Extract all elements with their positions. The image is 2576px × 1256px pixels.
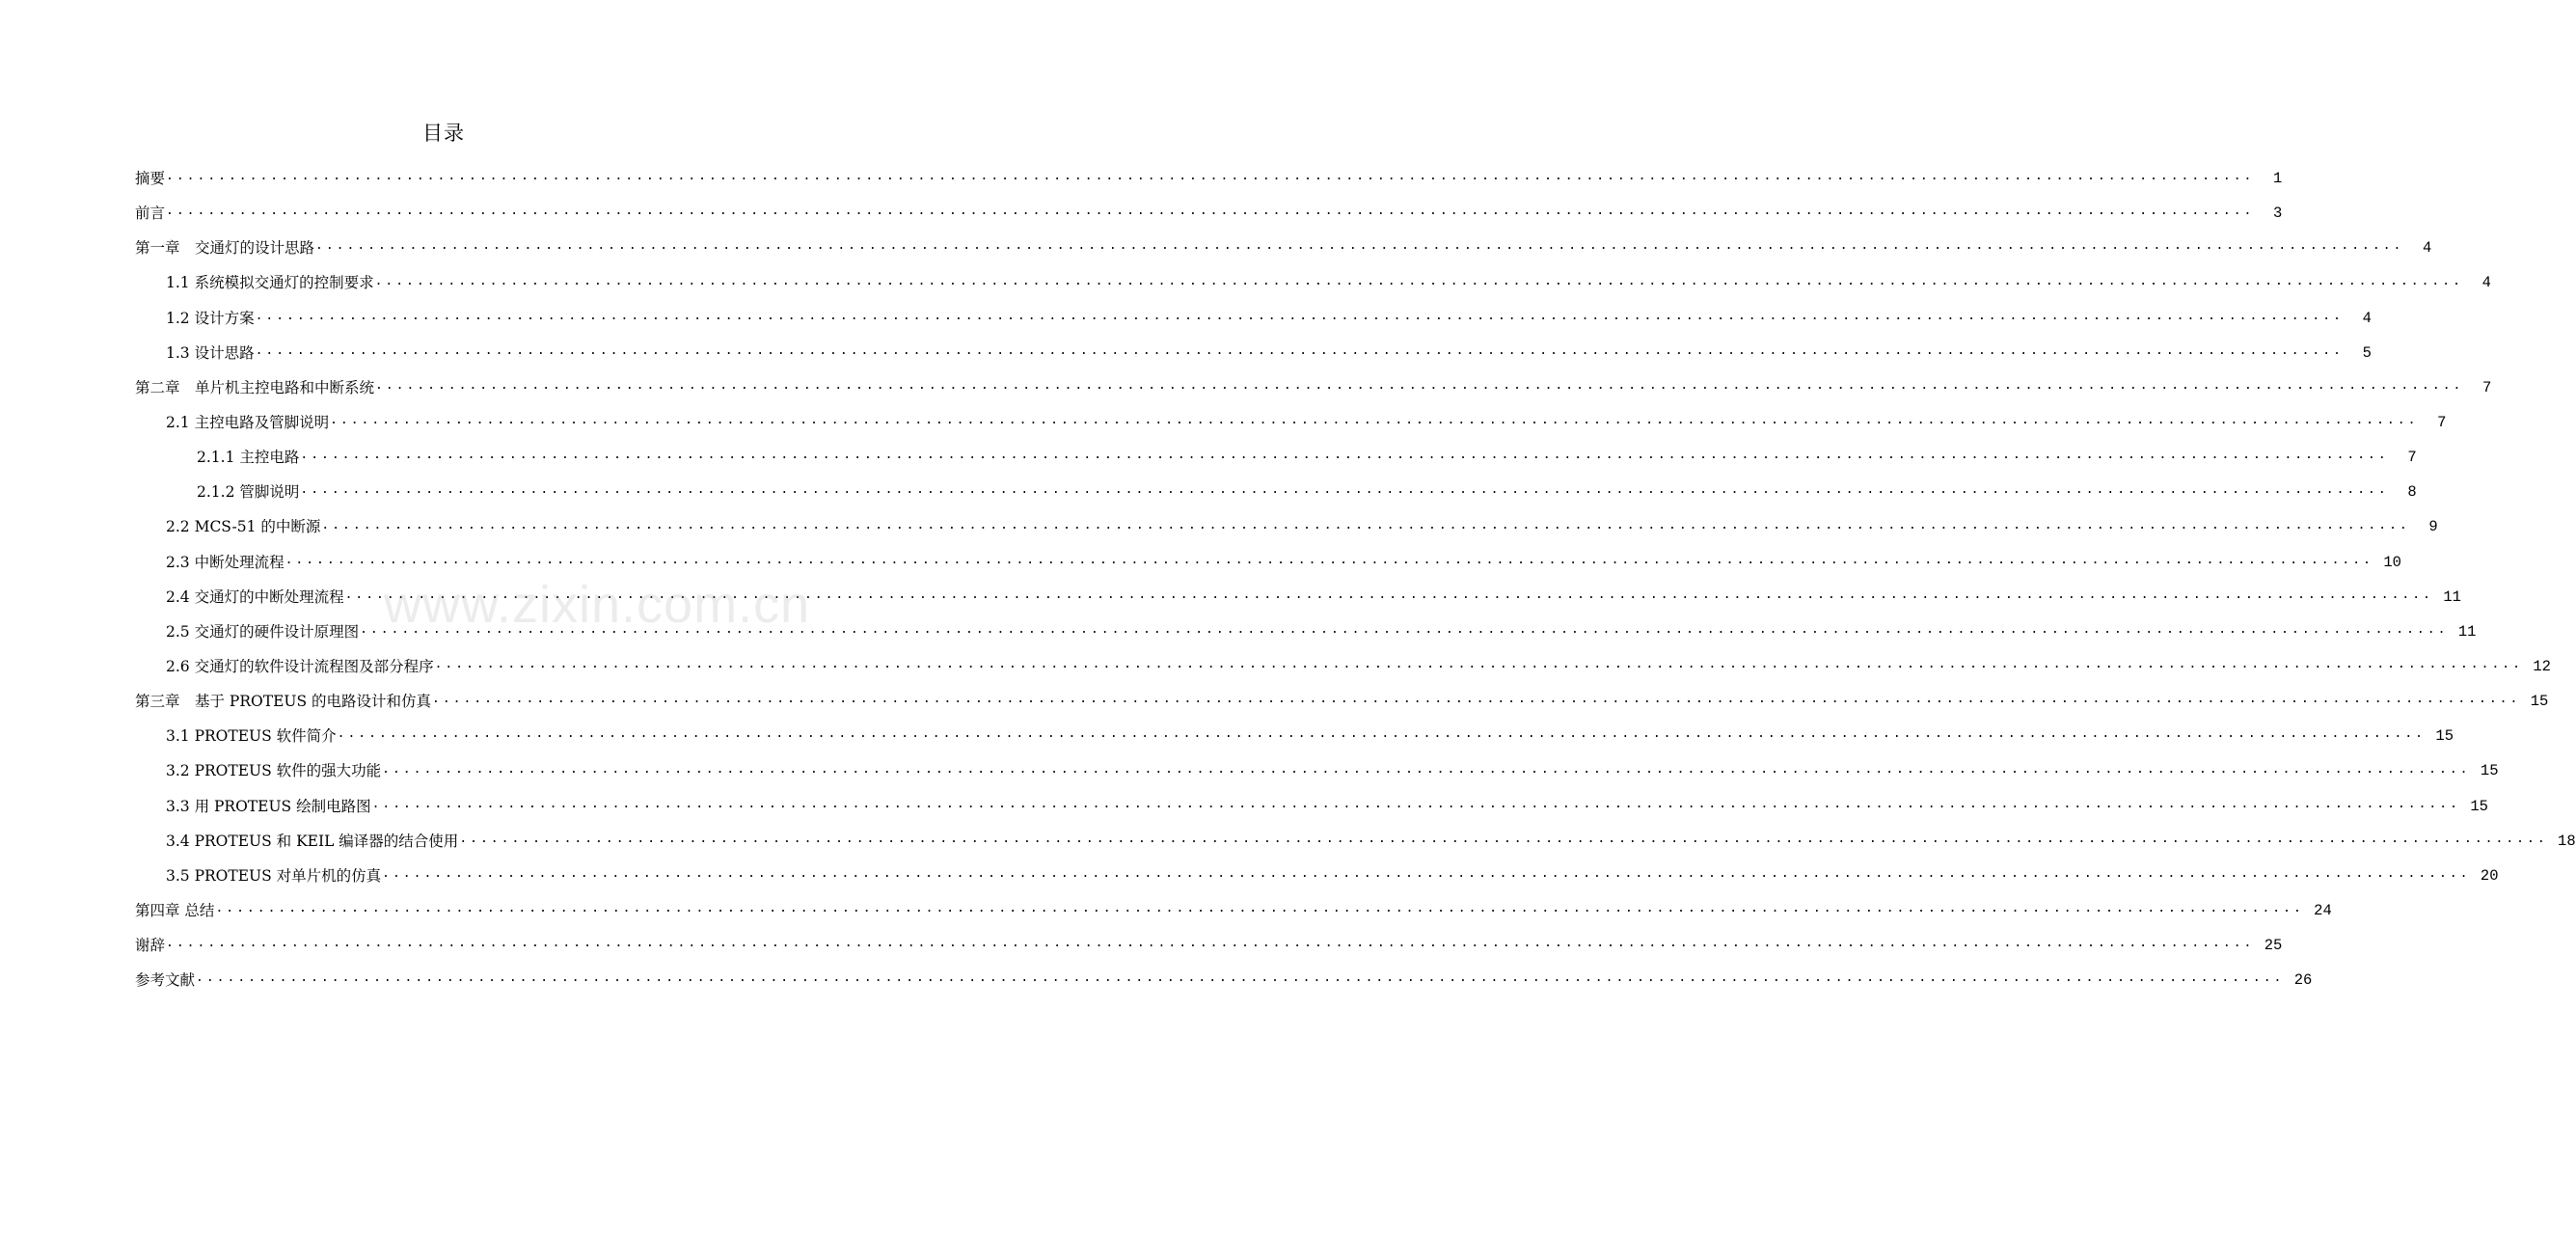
toc-dot-leader: ........................................................................................................................................................................................................ — [330, 413, 2419, 428]
toc-entry-label: 摘要 — [135, 170, 166, 188]
toc-dot-leader: ........................................................................................................................................................................................................ — [215, 901, 2304, 916]
toc-entry[interactable] — [0, 231, 2432, 265]
toc-entry-page-number: 24 — [2314, 902, 2332, 920]
toc-entry-label: 2.6 交通灯的软件设计流程图及部分程序 — [166, 658, 434, 676]
toc-dot-leader: ........................................................................................................................................................................................................ — [382, 761, 2471, 777]
toc-entry-label: 第一章 交通灯的设计思路 — [135, 239, 315, 258]
toc-entry-page-number: 9 — [2428, 518, 2438, 536]
toc-entry-page-number: 10 — [2383, 553, 2401, 571]
toc-entry-label: 2.1.2 管脚说明 — [197, 483, 300, 502]
toc-entry[interactable] — [0, 824, 2576, 859]
toc-entry-page-number: 15 — [2470, 797, 2488, 815]
toc-dot-leader: ........................................................................................................................................................................................................ — [315, 238, 2404, 254]
toc-entry[interactable] — [0, 336, 2372, 370]
toc-entry[interactable] — [0, 719, 2454, 753]
toc-entry-page-number: 25 — [2264, 937, 2283, 955]
toc-entry-label: 2.2 MCS-51 的中断源 — [166, 518, 321, 536]
toc-dot-leader: ........................................................................................................................................................................................................ — [255, 342, 2344, 358]
toc-entry[interactable] — [0, 405, 2447, 440]
toc-entry-label: 第二章 单片机主控电路和中断系统 — [135, 378, 375, 396]
toc-dot-leader: ........................................................................................................................................................................................................ — [196, 970, 2285, 986]
toc-entry-page-number: 1 — [2273, 170, 2283, 188]
toc-entry-label: 3.1 PROTEUS 软件简介 — [166, 727, 337, 746]
toc-entry-label: 参考文献 — [135, 971, 196, 990]
toc-entry-page-number: 3 — [2273, 205, 2283, 223]
toc-entry-page-number: 7 — [2407, 449, 2417, 467]
toc-entry[interactable] — [0, 580, 2461, 614]
toc-dot-leader: ........................................................................................................................................................................................................ — [300, 482, 2389, 498]
toc-entry-page-number: 18 — [2558, 832, 2576, 850]
toc-dot-leader: ........................................................................................................................................................................................................ — [374, 273, 2463, 288]
toc-entry[interactable] — [0, 265, 2491, 300]
toc-entry[interactable] — [0, 614, 2477, 649]
toc-entry-page-number: 7 — [2437, 414, 2447, 432]
toc-entry-page-number: 15 — [2480, 762, 2499, 780]
toc-dot-leader: ........................................................................................................................................................................................................ — [166, 936, 2255, 951]
toc-entry-label: 第三章 基于 PROTEUS 的电路设计和仿真 — [135, 693, 431, 711]
toc-dot-leader: ........................................................................................................................................................................................................ — [285, 552, 2373, 567]
toc-entry-label: 2.5 交通灯的硬件设计原理图 — [166, 622, 360, 641]
toc-dot-leader: ........................................................................................................................................................................................................ — [166, 204, 2255, 219]
toc-entry[interactable] — [0, 649, 2551, 684]
toc-dot-leader: ........................................................................................................................................................................................................ — [432, 692, 2521, 707]
toc-entry-page-number: 4 — [2423, 239, 2432, 258]
toc-entry-page-number: 8 — [2407, 483, 2417, 502]
toc-entry-label: 2.1 主控电路及管脚说明 — [166, 414, 330, 432]
toc-entry-page-number: 4 — [2362, 309, 2372, 327]
toc-title: 目录 — [422, 122, 465, 145]
toc-entry-label: 2.1.1 主控电路 — [197, 449, 300, 467]
toc-entry-page-number: 4 — [2481, 274, 2491, 292]
toc-entry[interactable] — [0, 545, 2401, 580]
toc-dot-leader: ........................................................................................................................................................................................................ — [337, 726, 2426, 742]
toc-entry-label: 2.3 中断处理流程 — [166, 553, 285, 571]
toc-entry[interactable] — [0, 301, 2372, 336]
toc-entry[interactable] — [0, 684, 2549, 719]
toc-dot-leader: ........................................................................................................................................................................................................ — [382, 865, 2471, 881]
toc-dot-leader: ........................................................................................................................................................................................................ — [255, 308, 2344, 323]
toc-entry-label: 3.2 PROTEUS 软件的强大功能 — [166, 762, 382, 780]
toc-entry-page-number: 15 — [2435, 727, 2454, 746]
toc-entry[interactable] — [0, 475, 2417, 509]
toc-entry-page-number: 12 — [2533, 658, 2551, 676]
toc-entry-label: 谢辞 — [135, 937, 166, 955]
toc-dot-leader: ........................................................................................................................................................................................................ — [375, 377, 2464, 393]
toc-entry[interactable] — [0, 963, 2313, 997]
toc-dot-leader: ........................................................................................................................................................................................................ — [166, 169, 2255, 184]
toc-entry-page-number: 11 — [2457, 622, 2477, 641]
watermark: www.zixin.com.cn — [384, 576, 811, 634]
toc-dot-leader: ........................................................................................................................................................................................................ — [344, 587, 2433, 602]
toc-entry-label: 1.2 设计方案 — [166, 309, 255, 327]
toc-entry-label: 3.5 PROTEUS 对单片机的仿真 — [166, 866, 382, 885]
toc-dot-leader: ........................................................................................................................................................................................................ — [321, 517, 2410, 532]
toc-dot-leader: ........................................................................................................................................................................................................ — [300, 448, 2389, 463]
toc-entry[interactable] — [0, 370, 2492, 405]
toc-entry-page-number: 15 — [2530, 693, 2549, 711]
toc-dot-leader: ........................................................................................................................................................................................................ — [371, 796, 2460, 811]
toc-entry[interactable] — [0, 893, 2332, 928]
toc-entry-page-number: 5 — [2362, 343, 2372, 362]
toc-entry-page-number: 20 — [2480, 866, 2499, 885]
toc-dot-leader: ........................................................................................................................................................................................................ — [434, 657, 2523, 672]
toc-entry[interactable] — [0, 196, 2283, 231]
toc-entry[interactable] — [0, 928, 2283, 963]
toc-entry-label: 1.3 设计思路 — [166, 343, 255, 362]
toc-entry[interactable] — [0, 509, 2438, 544]
toc-entry-label: 2.4 交通灯的中断处理流程 — [166, 587, 344, 606]
toc-entry-page-number: 11 — [2443, 587, 2461, 606]
toc-dot-leader: ........................................................................................................................................................................................................ — [360, 621, 2449, 637]
toc-entry-label: 3.3 用 PROTEUS 绘制电路图 — [166, 797, 371, 815]
toc-entry-label: 3.4 PROTEUS 和 KEIL 编译器的结合使用 — [166, 832, 459, 850]
toc-list — [0, 161, 2576, 997]
toc-entry-page-number: 7 — [2482, 378, 2492, 396]
toc-entry-label: 前言 — [135, 205, 166, 223]
toc-entry-label: 第四章 总结 — [135, 902, 215, 920]
toc-dot-leader: ........................................................................................................................................................................................................ — [459, 831, 2548, 846]
toc-entry[interactable] — [0, 440, 2417, 475]
toc-entry[interactable] — [0, 859, 2499, 893]
toc-entry[interactable] — [0, 753, 2499, 788]
toc-entry[interactable] — [0, 789, 2488, 824]
toc-entry-label: 1.1 系统模拟交通灯的控制要求 — [166, 274, 374, 292]
toc-entry[interactable] — [0, 161, 2283, 196]
toc-entry-page-number: 26 — [2293, 971, 2313, 990]
